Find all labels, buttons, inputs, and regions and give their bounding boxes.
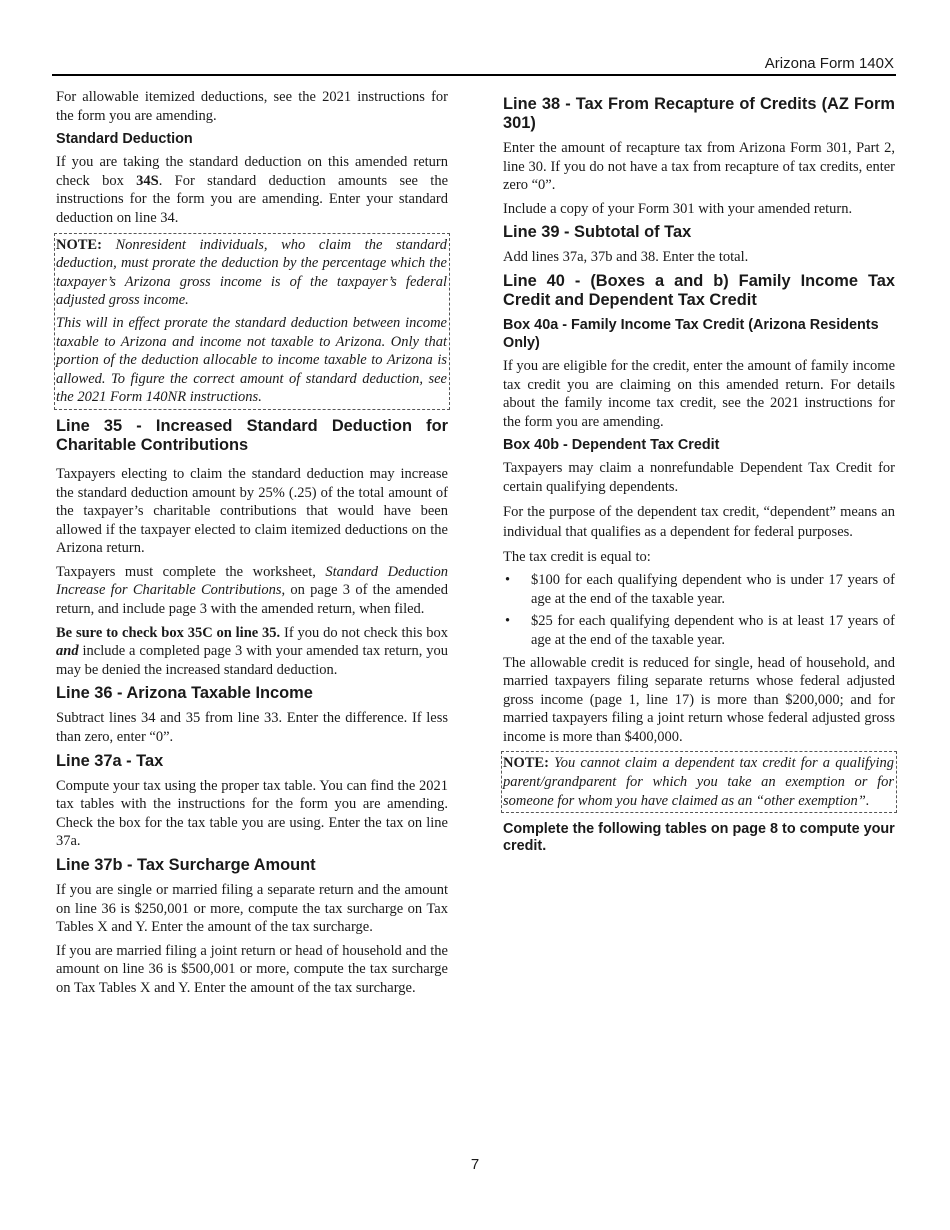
line-37b-heading: Line 37b - Tax Surcharge Amount (56, 856, 316, 874)
line-39-paragraph: Add lines 37a, 37b and 38. Enter the total. (503, 249, 749, 266)
note-paragraph-2: This will in effect prorate the standard deduction between income taxable to Arizona and income not taxable to Arizona. Only that portion of the deduction allocable to income taxable to Arizona is allowed. To figure the correct amount of standard deduction, see the 2021 Form 140NR instructions. (56, 314, 447, 406)
box-40a-paragraph: If you are eligible for the credit, enter the amount of family income tax credit you are claiming on this amended return. For details about the family income tax credit, see the 2021 instructions for the form you are amending. (503, 357, 895, 430)
left-column (56, 88, 448, 1003)
credit-amount-list (503, 571, 895, 649)
header-rule (52, 74, 896, 76)
worksheet-title: Standard Deduction Increase for Charitable Contributions (56, 563, 448, 599)
box-40b-paragraph-1: Taxpayers may claim a nonrefundable Dependent Tax Credit for certain qualifying dependents. (503, 460, 895, 495)
dependent-note-box (501, 751, 897, 813)
page-header (0, 0, 950, 76)
line-36-paragraph: Subtract lines 34 and 35 from line 33. Enter the difference. If less than zero, enter “0”. (56, 710, 448, 746)
list-item: • $100 for each qualifying dependent who is under 17 years of age at the end of the taxable year. (503, 571, 895, 608)
line-40-heading: Line 40 - (Boxes a and b) Family Income Tax Credit and Dependent Tax Credit (503, 271, 895, 309)
note-label: NOTE: (503, 755, 549, 772)
box-40a-heading: Box 40a - Family Income Tax Credit (Arizona Residents Only) (503, 316, 879, 351)
note-label: NOTE: (56, 236, 102, 253)
line-37b-paragraph-2: If you are married filing a joint return or head of household and the amount on line 36 is $500,001 or more, compute the tax surcharge on Tax Tables X and Y. Enter the amount of the tax surcharge. (56, 942, 448, 996)
line-36-heading: Line 36 - Arizona Taxable Income (56, 684, 313, 703)
dependent-note-paragraph: NOTE: You cannot claim a dependent tax credit for a qualifying parent/grandparent for which you take an exemption or for someone for whom you have claimed as an “other exemption”. (503, 755, 894, 809)
note-paragraph-1: NOTE: Nonresident individuals, who claim the standard deduction, must prorate the deduction by the percentage which the taxpayer’s Arizona gross income is of the taxpayer’s federal adjusted gross income. (56, 236, 447, 309)
box-40b-paragraph-3: The tax credit is equal to: (503, 548, 651, 565)
line-38-paragraph-2: Include a copy of your Form 301 with your amended return. (503, 200, 853, 217)
box-40b-paragraph-2: For the purpose of the dependent tax credit, “dependent” means an individual that qualifies as a dependent for federal purposes. (503, 503, 895, 541)
box-40b-heading: Box 40b - Dependent Tax Credit (503, 437, 720, 454)
line-35-paragraph-2: Taxpayers must complete the worksheet, Standard Deduction Increase for Charitable Contributions, on page 3 of the amended return, and include page 3 with the amended return, when filed. (56, 563, 448, 618)
page-number: 7 (470, 1156, 480, 1173)
right-column (503, 88, 895, 855)
standard-deduction-heading: Standard Deduction (56, 131, 193, 148)
line-39-heading: Line 39 - Subtotal of Tax (503, 223, 692, 242)
line-38-paragraph-1: Enter the amount of recapture tax from Arizona Form 301, Part 2, line 30. If you do not have a tax from recapture of tax credits, enter zero “0”. (503, 140, 895, 194)
box-34s: 34S (136, 172, 159, 189)
intro-paragraph: For allowable itemized deductions, see the 2021 instructions for the form you are amending. (56, 89, 448, 124)
list-item: • $25 for each qualifying dependent who is at least 17 years of age at the end of the taxable year. (503, 612, 895, 649)
line-35-heading: Line 35 - Increased Standard Deduction for Charitable Contributions (56, 416, 448, 454)
line-35-paragraph-3: Be sure to check box 35C on line 35. If you do not check this box and include a completed page 3 with your amended tax return, you may be denied the increased standard deduction. (56, 624, 448, 678)
nonresident-note-box (54, 233, 450, 410)
form-title: Arizona Form 140X (764, 55, 894, 72)
line-35-paragraph-1: Taxpayers electing to claim the standard deduction may increase the standard deduction amount by 25% (.25) of the total amount of the taxpayer’s charitable contributions that would have been allowed if the taxpayer elected to claim itemized deductions on the Arizona return. (56, 465, 448, 557)
line-37a-heading: Line 37a - Tax (56, 751, 164, 770)
box-40b-paragraph-4: The allowable credit is reduced for single, head of household, and married taxpayers filing separate returns whose federal adjusted gross income (page 1, line 17) is more than $200,000; and for married taxpayers filing a joint return whose federal adjusted gross income is more than $400,000. (503, 654, 895, 745)
standard-deduction-paragraph: If you are taking the standard deduction on this amended return check box 34S. For standard deduction amounts see the instructions for the form you are amending. Enter your standard deduction on line 34. (56, 154, 448, 226)
line-37a-paragraph: Compute your tax using the proper tax table. You can find the 2021 tax tables with the instructions for the form you are amending. Check the box for the tax table you are using. Enter the tax on line 37a. (56, 777, 448, 850)
line-38-heading: Line 38 - Tax From Recapture of Credits (AZ Form 301) (503, 95, 895, 132)
complete-tables-callout: Complete the following tables on page 8 to compute your credit. (503, 821, 895, 855)
line-37b-paragraph-1: If you are single or married filing a separate return and the amount on line 36 is $250,001 or more, compute the tax surcharge on Tax Tables X and Y. Enter the amount of the tax surcharge. (56, 882, 448, 936)
